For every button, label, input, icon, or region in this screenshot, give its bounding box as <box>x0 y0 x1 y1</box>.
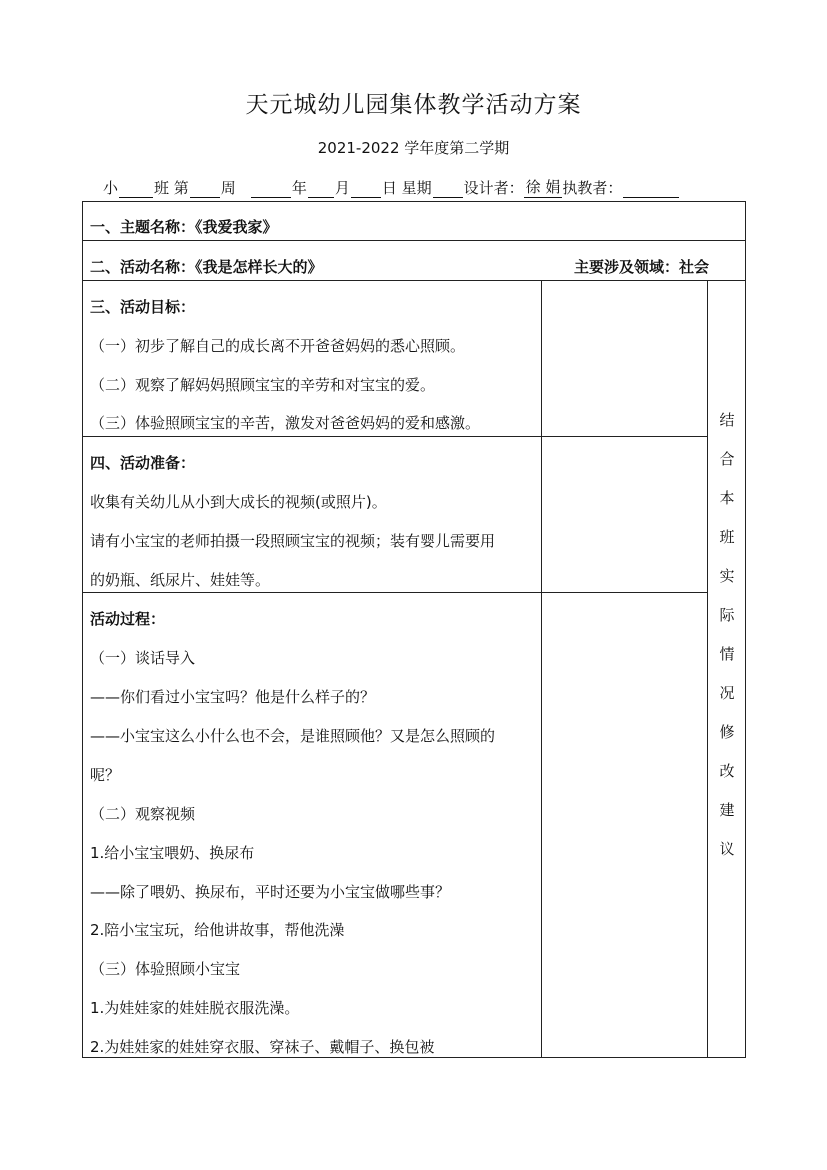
side-note-column <box>708 410 746 878</box>
process-line: 2.陪小宝宝玩，给他讲故事，帮他洗澡 <box>90 921 345 939</box>
month-label: 月 <box>334 179 350 197</box>
side-note-char: 结 <box>719 411 735 429</box>
side-note-char: 际 <box>719 606 735 624</box>
side-note-char: 本 <box>719 489 735 507</box>
column-divider <box>541 280 542 1058</box>
process-line: （一）谈话导入 <box>90 649 196 667</box>
row-divider <box>82 240 746 241</box>
teacher-label: 执教者： <box>562 179 623 197</box>
process-line: 呢？ <box>90 766 121 784</box>
activity-name-row: 二、活动名称：《我是怎样长大的》 <box>90 258 323 276</box>
preparation-heading: 四、活动准备： <box>90 454 196 472</box>
week-label: 周 <box>220 179 236 197</box>
preparation-line: 请有小宝宝的老师拍摄一段照顾宝宝的视频；装有婴儿需要用 <box>90 532 496 550</box>
side-note-char: 议 <box>719 840 735 858</box>
process-line: 1.给小宝宝喂奶、换尿布 <box>90 844 255 862</box>
designer-label: 设计者： <box>463 179 524 197</box>
class-prefix: 小 <box>103 179 119 197</box>
process-line: （二）观察视频 <box>90 805 196 823</box>
theme-row: 一、主题名称：《我爱我家》 <box>90 218 278 236</box>
side-note-char: 况 <box>719 684 735 702</box>
row-divider <box>82 436 708 437</box>
class-label: 班 第 <box>154 179 189 197</box>
side-note-char: 修 <box>719 723 735 741</box>
row-divider <box>82 280 746 281</box>
term-subtitle: 2021-2022 学年度第二学期 <box>317 139 510 157</box>
process-line: （三）体验照顾小宝宝 <box>90 960 241 978</box>
week-blank[interactable] <box>190 181 220 198</box>
goal-item: （二）观察了解妈妈照顾宝宝的辛劳和对宝宝的爱。 <box>90 376 436 394</box>
class-blank[interactable] <box>119 181 153 198</box>
side-note-char: 建 <box>719 801 735 819</box>
meta-line <box>103 176 680 198</box>
teacher-blank[interactable] <box>623 181 679 198</box>
day-blank[interactable] <box>351 181 381 198</box>
side-note-char: 实 <box>719 567 735 585</box>
year-label: 年 <box>291 179 307 197</box>
designer-name: 徐 娟 <box>525 178 561 196</box>
goal-item: （一）初步了解自己的成长离不开爸爸妈妈的悉心照顾。 <box>90 337 466 355</box>
process-heading: 活动过程： <box>90 610 166 628</box>
side-note-char: 情 <box>719 645 735 663</box>
process-line: ——除了喂奶、换尿布，平时还要为小宝宝做哪些事？ <box>90 883 451 901</box>
process-line: ——你们看过小宝宝吗？他是什么样子的？ <box>90 688 376 706</box>
goal-item: （三）体验照顾宝宝的辛苦，激发对爸爸妈妈的爱和感激。 <box>90 414 481 432</box>
day-label: 日 星期 <box>381 179 432 197</box>
side-note-char: 改 <box>719 762 735 780</box>
side-note-char: 班 <box>719 528 735 546</box>
preparation-line: 的奶瓶、纸尿片、娃娃等。 <box>90 571 271 589</box>
process-line: ——小宝宝这么小什么也不会，是谁照顾他？又是怎么照顾的 <box>90 727 496 745</box>
document-title: 天元城幼儿园集体教学活动方案 <box>245 92 582 118</box>
preparation-line: 收集有关幼儿从小到大成长的视频(或照片)。 <box>90 493 387 511</box>
goals-heading: 三、活动目标： <box>90 298 196 316</box>
process-line: 1.为娃娃家的娃娃脱衣服洗澡。 <box>90 999 300 1017</box>
weekday-blank[interactable] <box>433 181 463 198</box>
side-note-char: 合 <box>719 450 735 468</box>
row-divider <box>82 592 708 593</box>
process-line: 2.为娃娃家的娃娃穿衣服、穿袜子、戴帽子、换包被 <box>90 1038 435 1056</box>
month-blank[interactable] <box>308 181 334 198</box>
year-blank[interactable] <box>251 181 291 198</box>
domain-label: 主要涉及领域：社会 <box>574 258 710 276</box>
